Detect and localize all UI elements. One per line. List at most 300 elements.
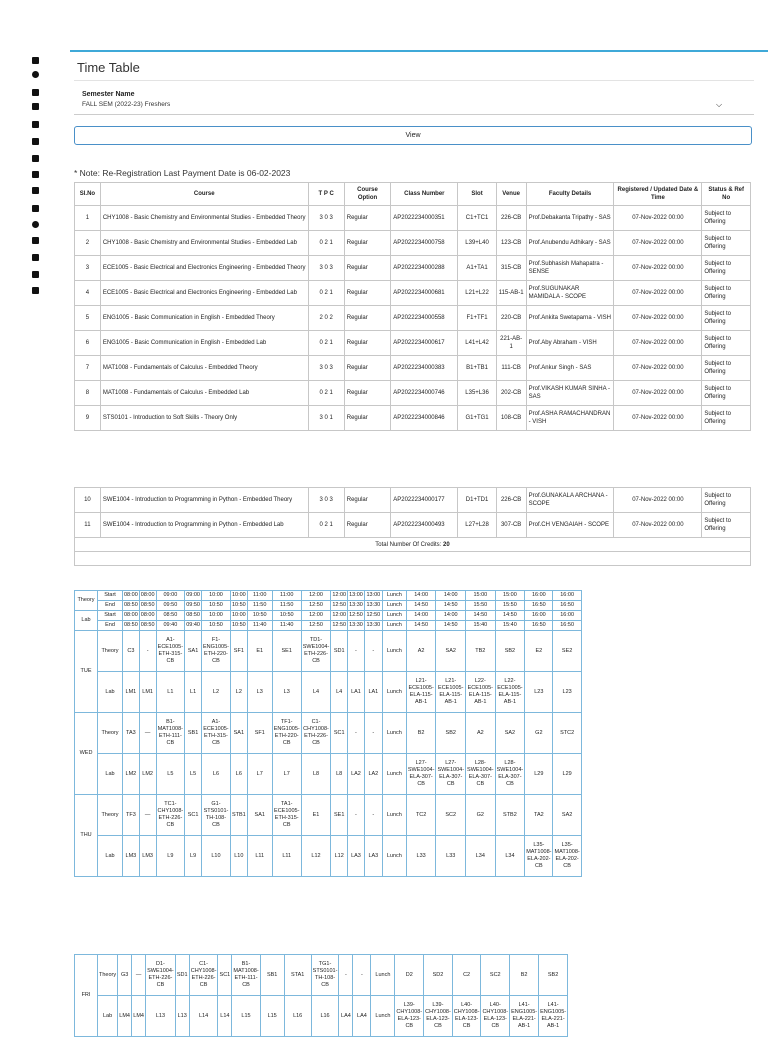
timetable-cell: 12:50 [364,611,382,621]
semester-label: Semester Name [82,91,135,98]
timetable-cell: 13:00 [364,591,382,601]
timetable-cell: LA1 [348,672,365,713]
timetable-cell: G2 [466,795,496,836]
institution-icon[interactable] [31,170,40,179]
timetable-cell: Lunch [382,601,406,611]
qr-icon-2[interactable] [31,253,40,262]
table-cell: 7 [75,356,101,381]
timetable-cell: L41-ENG1005-ELA-221-AB-1 [510,996,539,1037]
table-row [75,256,751,281]
timetable-cell: TF1-ENG1005-ETH-220-CB [272,713,301,754]
timetable-cell: L22-ECE1005-ELA-115-AB-1 [495,672,525,713]
timetable-cell: L16 [284,996,311,1037]
book-icon[interactable] [31,137,40,146]
table-cell: Prof.ASHA RAMACHANDRAN - VISH [526,406,614,431]
timetable-cell: Lunch [382,621,406,631]
table-cell: 07-Nov-2022 00:00 [614,256,702,281]
column-header: Venue [496,183,526,206]
table-cell: 2 [75,231,101,256]
table-cell: Prof.Debakanta Tripathy - SAS [526,206,614,231]
table-cell: 3 0 1 [308,406,344,431]
table-cell: AP2022234000617 [391,331,458,356]
timetable-cell: SE1 [331,795,348,836]
timetable-cell: L41-ENG1005-ELA-221-AB-1 [539,996,568,1037]
timetable-cell: B2 [510,955,539,996]
slot-type: Lab [98,836,123,877]
timetable-row-theory [75,955,568,996]
timetable-cell: LA4 [353,996,371,1037]
timetable-cell: L6 [201,754,230,795]
table-cell: Prof.VIKASH KUMAR SINHA - SAS [526,381,614,406]
slot-type: Theory [98,631,123,672]
total-credits [75,538,751,552]
table-cell: Regular [344,331,391,356]
table-cell: 221-AB-1 [496,331,526,356]
table-row [75,356,751,381]
qr-icon[interactable] [31,236,40,245]
view-button[interactable]: View [74,126,752,145]
timetable-cell: Lunch [382,631,406,672]
timetable-cell: 10:00 [230,611,247,621]
timetable-cell: - [364,631,382,672]
timetable-cell: 09:50 [156,601,185,611]
timetable-cell: Lunch [382,754,406,795]
timetable-cell: L2 [230,672,247,713]
timetable-cell: A1-ECE1005-ETH-315-CB [156,631,185,672]
timetable-cell: - [353,955,371,996]
day-label: TUE [75,631,98,713]
timetable-cell: L7 [272,754,301,795]
timetable-cell: E2 [525,631,553,672]
timetable-cell: 11:00 [272,591,301,601]
table-cell: 07-Nov-2022 00:00 [614,356,702,381]
timetable-cell: 09:50 [185,601,202,611]
timetable-cell: SC1 [331,713,348,754]
timetable-cell: LM2 [139,754,156,795]
table-cell: 0 2 1 [308,231,344,256]
timetable-cell: SB1 [185,713,202,754]
table-cell: 123-CB [496,231,526,256]
slot-type: Lab [98,672,123,713]
column-header: Slot [458,183,496,206]
timetable-cell: 08:00 [139,591,156,601]
timetable-cell: LM3 [123,836,140,877]
timetable-cell: D1-SWE1004-ETH-226-CB [146,955,176,996]
timetable-cell: - [348,631,365,672]
table-cell: ENG1005 - Basic Communication in English - Embedded Theory [100,306,308,331]
table-cell: 3 0 3 [308,256,344,281]
timetable-cell: L27-SWE1004-ELA-307-CB [436,754,466,795]
gavel-icon[interactable] [31,154,40,163]
table-cell: AP2022234000681 [391,281,458,306]
timetable-cell: 08:50 [123,621,140,631]
timetable-cell: SF1 [230,631,247,672]
info-icon[interactable] [31,70,40,79]
timetable-cell: TD1-SWE1004-ETH-226-CB [301,631,331,672]
timetable-cell: L4 [301,672,331,713]
timetable-cell: 13:30 [364,621,382,631]
timetable-cell: L3 [247,672,272,713]
timetable-row-lab [75,836,582,877]
timetable-cell: 10:50 [230,621,247,631]
table-cell: 07-Nov-2022 00:00 [614,231,702,256]
timetable-cell: 14:50 [466,611,496,621]
table-cell: 11 [75,513,101,538]
timetable-cell: LA4 [339,996,353,1037]
timetable-row-theory [75,631,582,672]
timetable-cell: SB2 [436,713,466,754]
table-cell: Subject to Offering [702,488,751,513]
timetable-cell: 14:50 [495,611,525,621]
table-cell: Subject to Offering [702,406,751,431]
timetable-cell: 08:00 [139,611,156,621]
timetable-cell: G2 [525,713,553,754]
timetable-cell: SE1 [272,631,301,672]
timetable-cell: 14:50 [406,621,436,631]
timetable-row-lab [75,672,582,713]
timetable-cell: LA3 [364,836,382,877]
timetable-cell: 14:00 [436,611,466,621]
table-cell: L27+L28 [458,513,496,538]
timetable-cell: SA2 [436,631,466,672]
select-underline [74,114,754,115]
timetable-cell: - [339,955,353,996]
timetable-cell: LA3 [348,836,365,877]
timetable-cell: A1-ECE1005-ETH-315-CB [201,713,230,754]
timetable-cell: SA1 [185,631,202,672]
table-cell: STS0101 - Introduction to Soft Skills - Theory Only [100,406,308,431]
timetable-cell: L39-CHY1008-ELA-123-CB [395,996,424,1037]
timetable-cell: Lunch [382,836,406,877]
timetable-cell: E1 [247,631,272,672]
timetable-cell: 16:50 [525,621,553,631]
table-row [75,488,751,513]
timetable-cell: 15:00 [466,591,496,601]
timetable-cell: SD1 [331,631,348,672]
column-header: T P C [308,183,344,206]
chevron-down-icon[interactable]: ⌵ [716,100,723,109]
card-icon[interactable] [31,186,40,195]
timetable-cell: L39-CHY1008-ELA-123-CB [424,996,453,1037]
table-cell: Prof.Anubendu Adhikary - SAS [526,231,614,256]
timetable-cell: E1 [301,795,331,836]
timetable-cell: 10:50 [201,621,230,631]
timetable-cell: 15:40 [466,621,496,631]
paw-icon[interactable] [31,88,40,97]
table-cell: Prof.Ankur Singh - SAS [526,356,614,381]
timetable-cell: 09:00 [156,591,185,601]
timetable-cell: SA2 [553,795,581,836]
table-cell: Subject to Offering [702,513,751,538]
table-cell: AP2022234000351 [391,206,458,231]
table-cell: 226-CB [496,488,526,513]
table-cell: A1+TA1 [458,256,496,281]
timetable-cell: 08:50 [139,601,156,611]
timetable-header-row [75,621,582,631]
timetable-cell: SF1 [247,713,272,754]
timetable-cell: SB1 [260,955,284,996]
empty-row [75,552,751,566]
timetable-cell: 13:30 [364,601,382,611]
table-cell: F1+TF1 [458,306,496,331]
bank-icon[interactable] [31,120,40,129]
timetable-cell: STB1 [230,795,247,836]
table-cell: AP2022234000288 [391,256,458,281]
timetable-row-theory [75,713,582,754]
timetable-cell: 14:00 [406,591,436,601]
timetable-cell: 15:50 [495,601,525,611]
timetable-cell: SB2 [495,631,525,672]
timetable-cell: 08:50 [123,601,140,611]
table-cell: C1+TC1 [458,206,496,231]
table-cell: Regular [344,488,391,513]
timetable-cell: A2 [466,713,496,754]
timetable-cell: L21-ECE1005-ELA-115-AB-1 [406,672,436,713]
timetable-cell: 08:00 [123,591,140,601]
timetable-cell: L14 [218,996,232,1037]
timetable-cell: L12 [331,836,348,877]
table-cell: CHY1008 - Basic Chemistry and Environmental Studies - Embedded Lab [100,231,308,256]
timetable-cell: 16:50 [525,601,553,611]
timetable-cell: L29 [525,754,553,795]
table-cell: Prof.Subhasish Mahapatra - SENSE [526,256,614,281]
timetable-cell: 12:50 [348,611,365,621]
timetable-cell: — [139,795,156,836]
table-cell: 07-Nov-2022 00:00 [614,488,702,513]
slot-type: Lab [98,996,118,1037]
timetable-cell: SC1 [185,795,202,836]
column-header: Registered / Updated Date & Time [614,183,702,206]
timetable-cell: TC1-CHY1008-ETH-226-CB [156,795,185,836]
timetable-cell: L5 [156,754,185,795]
timetable-cell: 16:00 [553,591,581,601]
table-cell: Prof.GUNAKALA ARCHANA - SCOPE [526,488,614,513]
table-cell: 07-Nov-2022 00:00 [614,206,702,231]
timetable-cell: L15 [260,996,284,1037]
table-cell: 07-Nov-2022 00:00 [614,513,702,538]
timetable-cell: LM2 [123,754,140,795]
table-cell: 226-CB [496,206,526,231]
table-cell: 4 [75,281,101,306]
table-cell: Prof.SUGUNAKAR MAMIDALA - SCOPE [526,281,614,306]
timetable-cell: LA1 [364,672,382,713]
table-cell: Subject to Offering [702,231,751,256]
timetable-cell: SA2 [495,713,525,754]
table-cell: Regular [344,356,391,381]
table-row [75,381,751,406]
timetable-header-row [75,591,582,601]
timetable-cell: LM4 [118,996,132,1037]
timetable-cell: G3 [118,955,132,996]
timetable-cell: G1-STS0101-TH-108-CB [201,795,230,836]
timetable-cell: L1 [185,672,202,713]
day-label: THU [75,795,98,877]
timetable-cell: TF3 [123,795,140,836]
slot-type: Theory [98,713,123,754]
table-row [75,406,751,431]
table-cell: L41+L42 [458,331,496,356]
table-cell: 0 2 1 [308,281,344,306]
table-cell: SWE1004 - Introduction to Programming in Python - Embedded Lab [100,513,308,538]
timetable-cell: Lunch [382,611,406,621]
timetable-cell: — [139,713,156,754]
timetable-cell: 15:40 [495,621,525,631]
course-table-continued [74,487,751,566]
table-cell: MAT1008 - Fundamentals of Calculus - Embedded Theory [100,356,308,381]
timetable-cell: 10:00 [201,611,230,621]
timetable-cell: Lunch [371,996,395,1037]
table-cell: Subject to Offering [702,331,751,356]
timetable-cell: 13:30 [348,601,365,611]
graduation-cap-icon[interactable] [31,102,40,111]
timetable-cell: Start [98,591,123,601]
table-cell: 6 [75,331,101,356]
table-cell: 2 0 2 [308,306,344,331]
table-cell: 07-Nov-2022 00:00 [614,381,702,406]
table-cell: AP2022234000846 [391,406,458,431]
timetable-cell: SA1 [230,713,247,754]
timetable-cell: - [348,713,365,754]
timetable-cell: L34 [466,836,496,877]
timetable-cell: 15:00 [495,591,525,601]
timetable-cell: 16:00 [553,611,581,621]
timetable-cell: Lunch [382,591,406,601]
timetable-cell: TA2 [525,795,553,836]
table-cell: L39+L40 [458,231,496,256]
table-cell: 9 [75,406,101,431]
timetable-cell: C2 [452,955,481,996]
table-cell: B1+TB1 [458,356,496,381]
timetable-cell: L23 [553,672,581,713]
timetable-cell: L13 [146,996,176,1037]
timetable-cell: - [364,713,382,754]
table-cell: MAT1008 - Fundamentals of Calculus - Embedded Lab [100,381,308,406]
table-cell: Regular [344,256,391,281]
table-cell: 0 2 1 [308,381,344,406]
timetable-cell: F1-ENG1005-ETH-220-CB [201,631,230,672]
timetable-cell: 10:50 [247,611,272,621]
timetable-cell: STC2 [553,713,581,754]
timetable-cell: SB2 [539,955,568,996]
timetable-cell: 12:00 [301,591,331,601]
timetable-cell: 16:50 [553,621,581,631]
timetable-cell: TG1-STS0101-TH-108-CB [311,955,339,996]
timetable-cell: SA1 [247,795,272,836]
timetable-cell: L29 [553,754,581,795]
user-icon[interactable] [31,270,40,279]
globe-icon[interactable] [31,220,40,229]
table-cell: 3 0 3 [308,488,344,513]
timetable-cell: 14:50 [406,601,436,611]
timetable-cell: 12:00 [331,591,348,601]
table-row [75,513,751,538]
timetable-cell: L3 [272,672,301,713]
table-cell: 8 [75,381,101,406]
table-cell: Regular [344,306,391,331]
timetable-cell: 08:00 [123,611,140,621]
lock-icon[interactable] [31,286,40,295]
table-cell: 3 [75,256,101,281]
timetable-cell: L8 [331,754,348,795]
timetable-cell: 13:00 [348,591,365,601]
timetable-grid-continued [74,954,568,1037]
timetable-cell: SD2 [424,955,453,996]
table-cell: Subject to Offering [702,206,751,231]
timetable-cell: LM3 [139,836,156,877]
timetable-cell: - [139,631,156,672]
semester-select[interactable]: FALL SEM (2022-23) Freshers [82,101,171,108]
table-row [75,306,751,331]
timetable-cell: 16:50 [553,601,581,611]
timetable-cell: 10:50 [230,601,247,611]
timetable-cell: L15 [232,996,260,1037]
table-cell: Regular [344,513,391,538]
timetable-cell: LA2 [348,754,365,795]
timetable-cell: L2 [201,672,230,713]
slot-type: Theory [98,795,123,836]
timetable-cell: Lunch [382,672,406,713]
timetable-cell: L9 [156,836,185,877]
timetable-cell: 12:50 [301,601,331,611]
timetable-cell: L16 [311,996,339,1037]
column-header: Course [100,183,308,206]
timetable-cell: 09:40 [156,621,185,631]
briefcase-icon[interactable] [31,56,40,65]
table-cell: L35+L36 [458,381,496,406]
table-cell: Prof.CH VENGAIAH - SCOPE [526,513,614,538]
page-title: Time Table [77,60,140,75]
timetable-cell: 12:00 [331,611,348,621]
timetable-cell: TC2 [406,795,436,836]
timetable-cell: SC2 [436,795,466,836]
timetable-cell: Lunch [382,713,406,754]
table-cell: 0 2 1 [308,331,344,356]
timetable-cell: L7 [247,754,272,795]
timetable-cell: 14:00 [406,611,436,621]
table-cell: 115-AB-1 [496,281,526,306]
table-cell: AP2022234000177 [391,488,458,513]
timetable-cell: L28-SWE1004-ELA-307-CB [495,754,525,795]
timetable-cell: L35-MAT1008-ELA-202-CB [525,836,553,877]
timetable-header-row [75,601,582,611]
timetable-cell: L10 [230,836,247,877]
timetable-cell: L10 [201,836,230,877]
table-cell: AP2022234000758 [391,231,458,256]
table-cell: Prof.Ankita Swetaparna - VISH [526,306,614,331]
timetable-cell: L28-SWE1004-ELA-307-CB [466,754,496,795]
timetable-cell: L5 [185,754,202,795]
timetable-header-row [75,611,582,621]
table-cell: Regular [344,381,391,406]
timetable-cell: L35-MAT1008-ELA-202-CB [553,836,581,877]
timetable-cell: 16:00 [525,591,553,601]
timetable-cell: SC2 [481,955,510,996]
timetable-cell: C1-CHY1008-ETH-226-CB [301,713,331,754]
table-cell: 10 [75,488,101,513]
table-cell: SWE1004 - Introduction to Programming in Python - Embedded Theory [100,488,308,513]
timetable-cell: 11:00 [247,591,272,601]
timetable-cell: 16:00 [525,611,553,621]
column-header: Faculty Details [526,183,614,206]
timetable-row-lab [75,996,568,1037]
timetable-cell: 09:00 [185,591,202,601]
table-cell: 202-CB [496,381,526,406]
table-row [75,281,751,306]
table-cell: G1+TG1 [458,406,496,431]
rocket-icon[interactable] [31,204,40,213]
timetable-cell: 11:40 [272,621,301,631]
table-cell: 220-CB [496,306,526,331]
